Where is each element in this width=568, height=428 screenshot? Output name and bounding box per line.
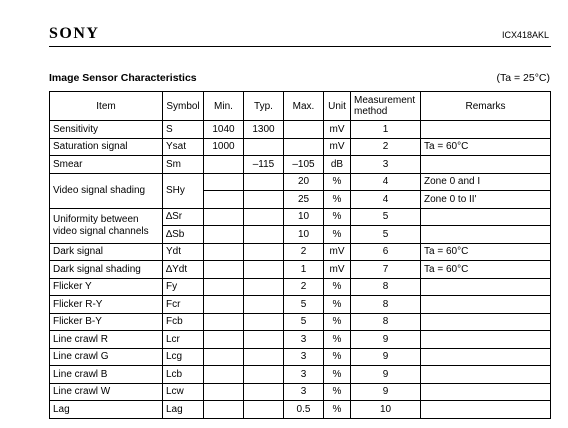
max-cell: 5: [284, 313, 324, 331]
max-cell: [284, 138, 324, 156]
item-cell: Uniformity between video signal channels: [50, 208, 163, 243]
table-row: [50, 156, 551, 174]
unit-cell: %: [324, 348, 351, 366]
remarks-cell: [421, 156, 551, 174]
header-divider: [49, 46, 551, 47]
method-cell: 4: [351, 173, 421, 191]
table-row: [50, 138, 551, 156]
min-cell: [204, 243, 244, 261]
table-row: [50, 383, 551, 401]
table-row: [50, 313, 551, 331]
symbol-cell: SHy: [163, 173, 204, 208]
min-cell: [204, 366, 244, 384]
max-cell: [284, 121, 324, 139]
method-cell: 9: [351, 366, 421, 384]
max-cell: 5: [284, 296, 324, 314]
method-cell: 9: [351, 383, 421, 401]
remarks-cell: [421, 278, 551, 296]
typ-cell: [244, 138, 284, 156]
min-cell: [204, 156, 244, 174]
unit-cell: %: [324, 401, 351, 419]
item-cell: Line crawl W: [50, 383, 163, 401]
remarks-cell: Ta = 60°C: [421, 138, 551, 156]
item-cell: Smear: [50, 156, 163, 174]
typ-cell: [244, 191, 284, 209]
section-title: Image Sensor Characteristics: [49, 72, 197, 84]
max-cell: 1: [284, 261, 324, 279]
unit-cell: %: [324, 208, 351, 226]
unit-cell: mV: [324, 121, 351, 139]
method-cell: 10: [351, 401, 421, 419]
symbol-cell: Lcb: [163, 366, 204, 384]
symbol-cell: Lcg: [163, 348, 204, 366]
unit-cell: %: [324, 383, 351, 401]
typ-cell: [244, 313, 284, 331]
unit-cell: %: [324, 296, 351, 314]
table-row: [50, 121, 551, 139]
min-cell: [204, 296, 244, 314]
table-row: [50, 331, 551, 349]
method-cell: 9: [351, 348, 421, 366]
table-row: [50, 296, 551, 314]
table-header-row: [50, 92, 551, 121]
max-cell: 3: [284, 331, 324, 349]
symbol-cell: Ydt: [163, 243, 204, 261]
min-cell: [204, 348, 244, 366]
symbol-cell: Lag: [163, 401, 204, 419]
item-cell: Line crawl G: [50, 348, 163, 366]
symbol-cell: Ysat: [163, 138, 204, 156]
typ-cell: [244, 296, 284, 314]
table-row: [50, 261, 551, 279]
unit-cell: %: [324, 226, 351, 244]
header-symbol: Symbol: [163, 92, 204, 121]
method-cell: 9: [351, 331, 421, 349]
unit-cell: %: [324, 278, 351, 296]
remarks-cell: [421, 366, 551, 384]
max-cell: –105: [284, 156, 324, 174]
typ-cell: [244, 243, 284, 261]
method-cell: 3: [351, 156, 421, 174]
item-cell: Dark signal shading: [50, 261, 163, 279]
remarks-cell: [421, 331, 551, 349]
item-cell: Flicker R-Y: [50, 296, 163, 314]
item-cell: Line crawl R: [50, 331, 163, 349]
symbol-cell: Lcw: [163, 383, 204, 401]
header-unit: Unit: [324, 92, 351, 121]
method-cell: 4: [351, 191, 421, 209]
max-cell: 0.5: [284, 401, 324, 419]
min-cell: [204, 173, 244, 191]
item-cell: Flicker B-Y: [50, 313, 163, 331]
model-number: ICX418AKL: [501, 30, 549, 40]
min-cell: [204, 191, 244, 209]
typ-cell: 1300: [244, 121, 284, 139]
unit-cell: mV: [324, 243, 351, 261]
max-cell: 3: [284, 366, 324, 384]
typ-cell: –115: [244, 156, 284, 174]
item-cell: Flicker Y: [50, 278, 163, 296]
table-row: [50, 278, 551, 296]
table-row: [50, 348, 551, 366]
typ-cell: [244, 261, 284, 279]
remarks-cell: [421, 296, 551, 314]
unit-cell: %: [324, 313, 351, 331]
symbol-cell: Fcb: [163, 313, 204, 331]
typ-cell: [244, 331, 284, 349]
method-cell: 6: [351, 243, 421, 261]
remarks-cell: Ta = 60°C: [421, 243, 551, 261]
remarks-cell: [421, 226, 551, 244]
header-item: Item: [50, 92, 163, 121]
max-cell: 3: [284, 383, 324, 401]
remarks-cell: Zone 0 to II': [421, 191, 551, 209]
table-row: [50, 366, 551, 384]
typ-cell: [244, 383, 284, 401]
remarks-cell: [421, 348, 551, 366]
min-cell: 1040: [204, 121, 244, 139]
remarks-cell: Zone 0 and I: [421, 173, 551, 191]
header-measurement-method: Measurement method: [351, 92, 421, 121]
max-cell: 2: [284, 278, 324, 296]
method-cell: 7: [351, 261, 421, 279]
header-max: Max.: [284, 92, 324, 121]
remarks-cell: [421, 313, 551, 331]
header-min: Min.: [204, 92, 244, 121]
table-row: [50, 243, 551, 261]
typ-cell: [244, 278, 284, 296]
method-cell: 1: [351, 121, 421, 139]
max-cell: 10: [284, 226, 324, 244]
item-cell: Video signal shading: [50, 173, 163, 208]
characteristics-table: [49, 91, 551, 419]
unit-cell: %: [324, 191, 351, 209]
min-cell: [204, 383, 244, 401]
symbol-cell: Sm: [163, 156, 204, 174]
remarks-cell: Ta = 60°C: [421, 261, 551, 279]
min-cell: [204, 261, 244, 279]
remarks-cell: [421, 401, 551, 419]
typ-cell: [244, 226, 284, 244]
min-cell: [204, 226, 244, 244]
remarks-cell: [421, 383, 551, 401]
item-cell: Saturation signal: [50, 138, 163, 156]
min-cell: 1000: [204, 138, 244, 156]
method-cell: 8: [351, 313, 421, 331]
max-cell: 2: [284, 243, 324, 261]
max-cell: 25: [284, 191, 324, 209]
item-cell: Lag: [50, 401, 163, 419]
remarks-cell: [421, 121, 551, 139]
remarks-cell: [421, 208, 551, 226]
symbol-cell: S: [163, 121, 204, 139]
test-condition: (Ta = 25°C): [496, 72, 550, 84]
unit-cell: %: [324, 173, 351, 191]
item-cell: Sensitivity: [50, 121, 163, 139]
brand-logo: SONY: [49, 25, 100, 42]
symbol-cell: ∆Sr: [163, 208, 204, 226]
method-cell: 2: [351, 138, 421, 156]
min-cell: [204, 208, 244, 226]
unit-cell: mV: [324, 138, 351, 156]
max-cell: 3: [284, 348, 324, 366]
symbol-cell: ∆Sb: [163, 226, 204, 244]
min-cell: [204, 313, 244, 331]
method-cell: 8: [351, 278, 421, 296]
unit-cell: %: [324, 331, 351, 349]
min-cell: [204, 401, 244, 419]
unit-cell: mV: [324, 261, 351, 279]
max-cell: 20: [284, 173, 324, 191]
min-cell: [204, 331, 244, 349]
method-cell: 5: [351, 208, 421, 226]
symbol-cell: Fy: [163, 278, 204, 296]
item-cell: Dark signal: [50, 243, 163, 261]
item-cell: Line crawl B: [50, 366, 163, 384]
header-remarks: Remarks: [421, 92, 551, 121]
typ-cell: [244, 348, 284, 366]
symbol-cell: ∆Ydt: [163, 261, 204, 279]
unit-cell: dB: [324, 156, 351, 174]
method-cell: 8: [351, 296, 421, 314]
typ-cell: [244, 173, 284, 191]
table-row: [50, 401, 551, 419]
symbol-cell: Lcr: [163, 331, 204, 349]
typ-cell: [244, 208, 284, 226]
typ-cell: [244, 401, 284, 419]
method-cell: 5: [351, 226, 421, 244]
min-cell: [204, 278, 244, 296]
header-typ: Typ.: [244, 92, 284, 121]
max-cell: 10: [284, 208, 324, 226]
typ-cell: [244, 366, 284, 384]
table-row: [50, 208, 551, 226]
table-row: [50, 173, 551, 191]
unit-cell: %: [324, 366, 351, 384]
symbol-cell: Fcr: [163, 296, 204, 314]
